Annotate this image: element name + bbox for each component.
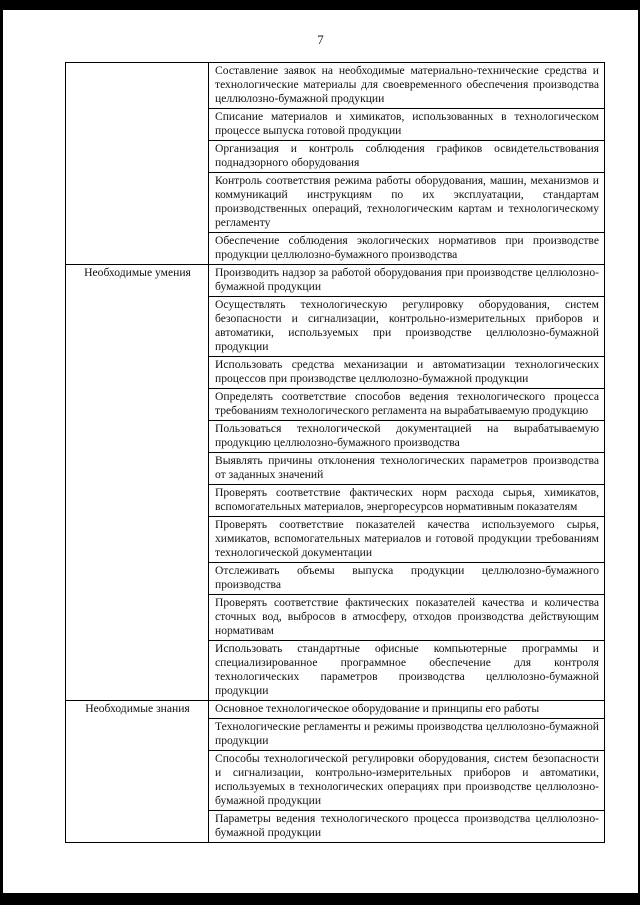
- page-number: 7: [317, 32, 324, 47]
- table-cell: Производить надзор за работой оборудования при производстве целлюлозно-бумажной продукции: [209, 265, 605, 297]
- table-cell: Пользоваться технологической документацией на вырабатываемую продукцию целлюлозно-бумажного производства: [209, 421, 605, 453]
- scan-edge-top: [3, 0, 638, 10]
- table-cell: Отслеживать объемы выпуска продукции целлюлозно-бумажного производства: [209, 563, 605, 595]
- table-cell: Выявлять причины отклонения технологических параметров производства от заданных значений: [209, 453, 605, 485]
- table-cell: Использовать стандартные офисные компьютерные программы и специализированное программное обеспечение для контроля технологических параметров производства целлюлозно-бумажной продукции: [209, 641, 605, 701]
- table-cell: Технологические регламенты и режимы производства целлюлозно-бумажной продукции: [209, 719, 605, 751]
- table-cell: Использовать средства механизации и автоматизации технологических процессов при производстве целлюлозно-бумажной продукции: [209, 357, 605, 389]
- table-cell: Проверять соответствие фактических показателей качества и количества сточных вод, выбросов в атмосферу, отходов производства действующим нормативам: [209, 595, 605, 641]
- table-row: [66, 265, 605, 297]
- competency-table: [65, 62, 605, 843]
- table-cell: Способы технологической регулировки оборудования, систем безопасности и сигнализации, контрольно-измерительных приборов и автоматики, используемых в технологических операциях при производстве целлюлозно-бумажной продукции: [209, 751, 605, 811]
- table-row: [66, 701, 605, 719]
- table-cell: Основное технологическое оборудование и принципы его работы: [209, 701, 605, 719]
- table-cell: Определять соответствие способов ведения технологического процесса требованиям технологического регламента на вырабатываемую продукцию: [209, 389, 605, 421]
- table-cell: Обеспечение соблюдения экологических нормативов при производстве продукции целлюлозно-бумажного производства: [209, 233, 605, 265]
- table-cell: Организация и контроль соблюдения графиков освидетельствования поднадзорного оборудования: [209, 141, 605, 173]
- table-cell: Составление заявок на необходимые материально-технические средства и технологические материалы для своевременного обеспечения производства целлюлозно-бумажной продукции: [209, 63, 605, 109]
- table-cell: Проверять соответствие фактических норм расхода сырья, химикатов, вспомогательных материалов, энергоресурсов нормативным показателям: [209, 485, 605, 517]
- section-label-required-skills: Необходимые умения: [66, 265, 209, 701]
- table-cell: Контроль соответствия режима работы оборудования, машин, механизмов и коммуникаций инструкциям по их эксплуатации, стандартам производственных операций, технологическим картам и технологическому регламенту: [209, 173, 605, 233]
- section-label-cell-empty: [66, 63, 209, 265]
- table-cell: Осуществлять технологическую регулировку оборудования, систем безопасности и сигнализации, контрольно-измерительных приборов и автоматики, используемых при производстве целлюлозно-бумажной продукции: [209, 297, 605, 357]
- section-label-required-knowledge: Необходимые знания: [66, 701, 209, 843]
- table-row: [66, 63, 605, 109]
- table-cell: Проверять соответствие показателей качества используемого сырья, химикатов, вспомогательных материалов и готовой продукции требованиям технологической документации: [209, 517, 605, 563]
- table-cell: Параметры ведения технологического процесса производства целлюлозно-бумажной продукции: [209, 811, 605, 843]
- table-cell: Списание материалов и химикатов, использованных в технологическом процессе выпуска готовой продукции: [209, 109, 605, 141]
- scan-edge-bottom: [3, 893, 638, 905]
